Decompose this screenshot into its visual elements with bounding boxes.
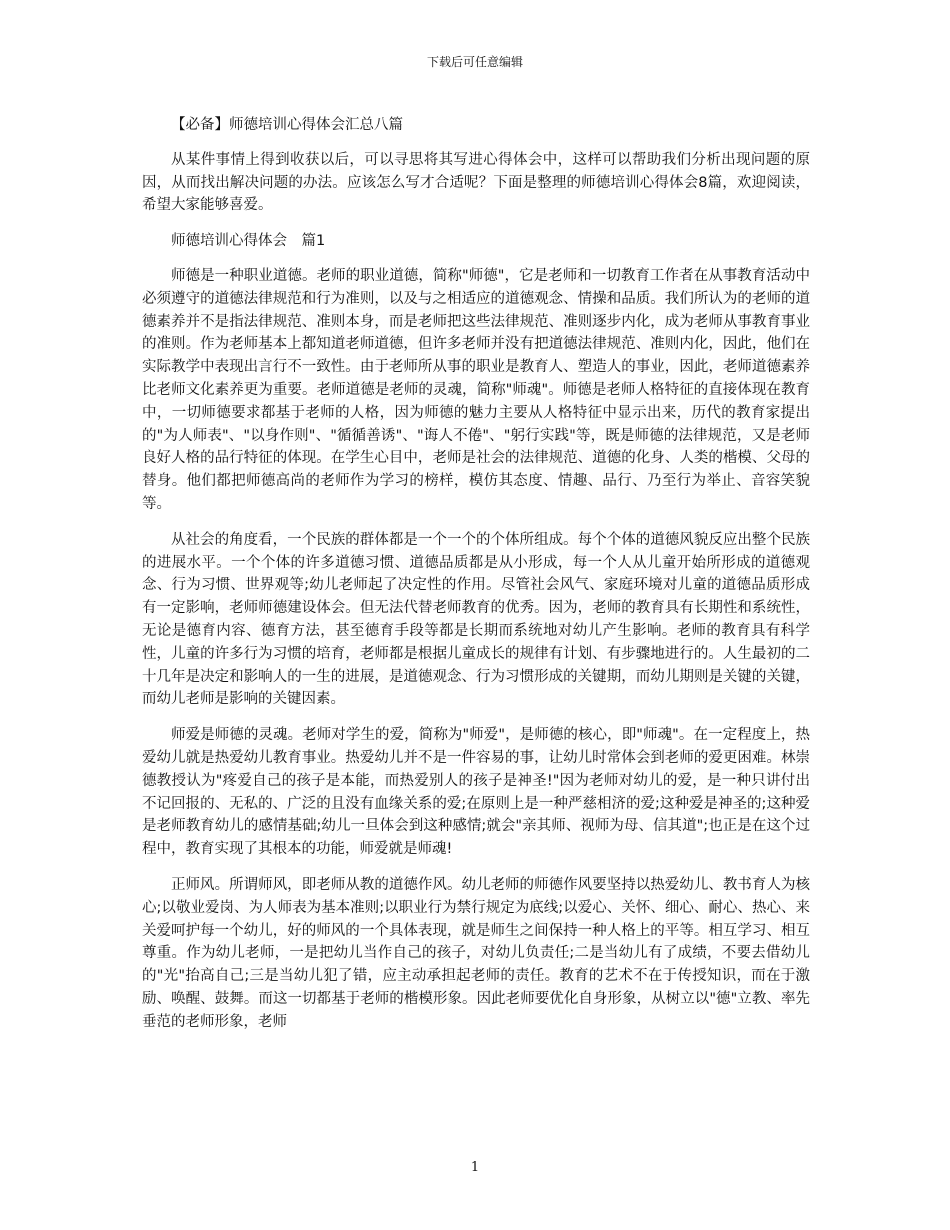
page-header-note: 下载后可任意编辑 bbox=[426, 55, 523, 69]
body-paragraph-1: 师德是一种职业道德。老师的职业道德，简称"师德"，它是老师和一切教育工作者在从事教育活动中必须遵守的道德法律规范和行为准则，以及与之相适应的道德观念、情操和品质。我们所认为的老师的道德素养并不是指法律规范、准则本身，而是老师把这些法律规范、准则逐步内化，成为老师从事教育事业的准则。作为老师基本上都知道老师道德，但许多老师并没有把道德法律规范、准则内化，因此，他们在实际教学中表现出言行不一致性。由于老师所从事的职业是教育人、塑造人的事业，因此，老师道德素养比老师文化素养更为重要。老师道德是老师的灵魂，简称"师魂"。师德是老师人格特征的直接体现在教育中，一切师德要求都基于老师的人格，因为师德的魅力主要从人格特征中显示出来，历代的教育家提出的"为人师表"、"以身作则"、"循循善诱"、"诲人不倦"、"躬行实践"等，既是师德的法律规范，又是老师良好人格的品行特征的体现。在学生心目中，老师是社会的法律规范、道德的化身、人类的楷模、父母的替身。他们都把师德高尚的老师作为学习的榜样，模仿其态度、情趣、品行、乃至行为举止、音容笑貌等。 bbox=[142, 267, 810, 512]
body-paragraph-2: 从社会的角度看，一个民族的群体都是一个一个的个体所组成。每个个体的道德风貌反应出整个民族的进展水平。一个个体的许多道德习惯、道德品质都是从小形成，每一个人从儿童开始所形成的道德观念、行为习惯、世界观等;幼儿老师起了决定性的作用。尽管社会风气、家庭环境对儿童的道德品质形成有一定影响，老师师德建设体会。但无法代替老师教育的优秀。因为，老师的教育具有长期性和系统性，无论是德育内容、德育方法，甚至德育手段等都是长期而系统地对幼儿产生影响。老师的教育具有科学性，儿童的许多行为习惯的培育，老师都是根据儿童成长的规律有计划、有步骤地进行的。人生最初的二十几年是决定和影响人的一生的进展，是道德观念、行为习惯形成的关键期，而幼儿期则是关键的关键，而幼儿老师是影响的关键因素。 bbox=[142, 531, 810, 708]
page-number: 1 bbox=[470, 1160, 480, 1175]
body-paragraph-3: 师爱是师德的灵魂。老师对学生的爱，简称为"师爱"，是师德的核心，即"师魂"。在一定程度上，热爱幼儿就是热爱幼儿教育事业。热爱幼儿并不是一件容易的事，让幼儿时常体会到老师的爱更困难。林崇德教授认为"疼爱自己的孩子是本能，而热爱别人的孩子是神圣!"因为老师对幼儿的爱，是一种只讲付出不记回报的、无私的、广泛的且没有血缘关系的爱;在原则上是一种严慈相济的爱;这种爱是神圣的;这种爱是老师教育幼儿的感情基础;幼儿一旦体会到这种感情;就会"亲其师、视师为母、信其道";也正是在这个过程中，教育实现了其根本的功能，师爱就是师魂! bbox=[142, 727, 810, 858]
document-title: 【必备】师德培训心得体会汇总八篇 bbox=[171, 117, 403, 133]
document-body bbox=[142, 114, 810, 1046]
section-title: 师德培训心得体会 篇1 bbox=[171, 233, 326, 250]
intro-paragraph: 从某件事情上得到收获以后，可以寻思将其写进心得体会中，这样可以帮助我们分析出现问题的原因，从而找出解决问题的办法。应该怎么写才合适呢？下面是整理的师德培训心得体会8篇，欢迎阅读，希望大家能够喜爱。 bbox=[142, 151, 810, 214]
body-paragraph-4: 正师风。所谓师风，即老师从教的道德作风。幼儿老师的师德作风要坚持以热爱幼儿、教书育人为核心;以敬业爱岗、为人师表为基本准则;以职业行为禁行规定为底线;以爱心、关怀、细心、耐心、热心、来关爱呵护每一个幼儿，好的师风的一个具体表现，就是师生之间保持一种人格上的平等。相互学习、相互尊重。作为幼儿老师，一是把幼儿当作自己的孩子，对幼儿负责任;二是当幼儿有了成绩，不要去借幼儿的"光"抬高自己;三是当幼儿犯了错，应主动承担起老师的责任。教育的艺术不在于传授知识，而在于激励、唤醒、鼓舞。而这一切都基于老师的楷模形象。因此老师要优化自身形象，从树立以"德"立教、率先垂范的老师形象，老师 bbox=[142, 876, 810, 1030]
